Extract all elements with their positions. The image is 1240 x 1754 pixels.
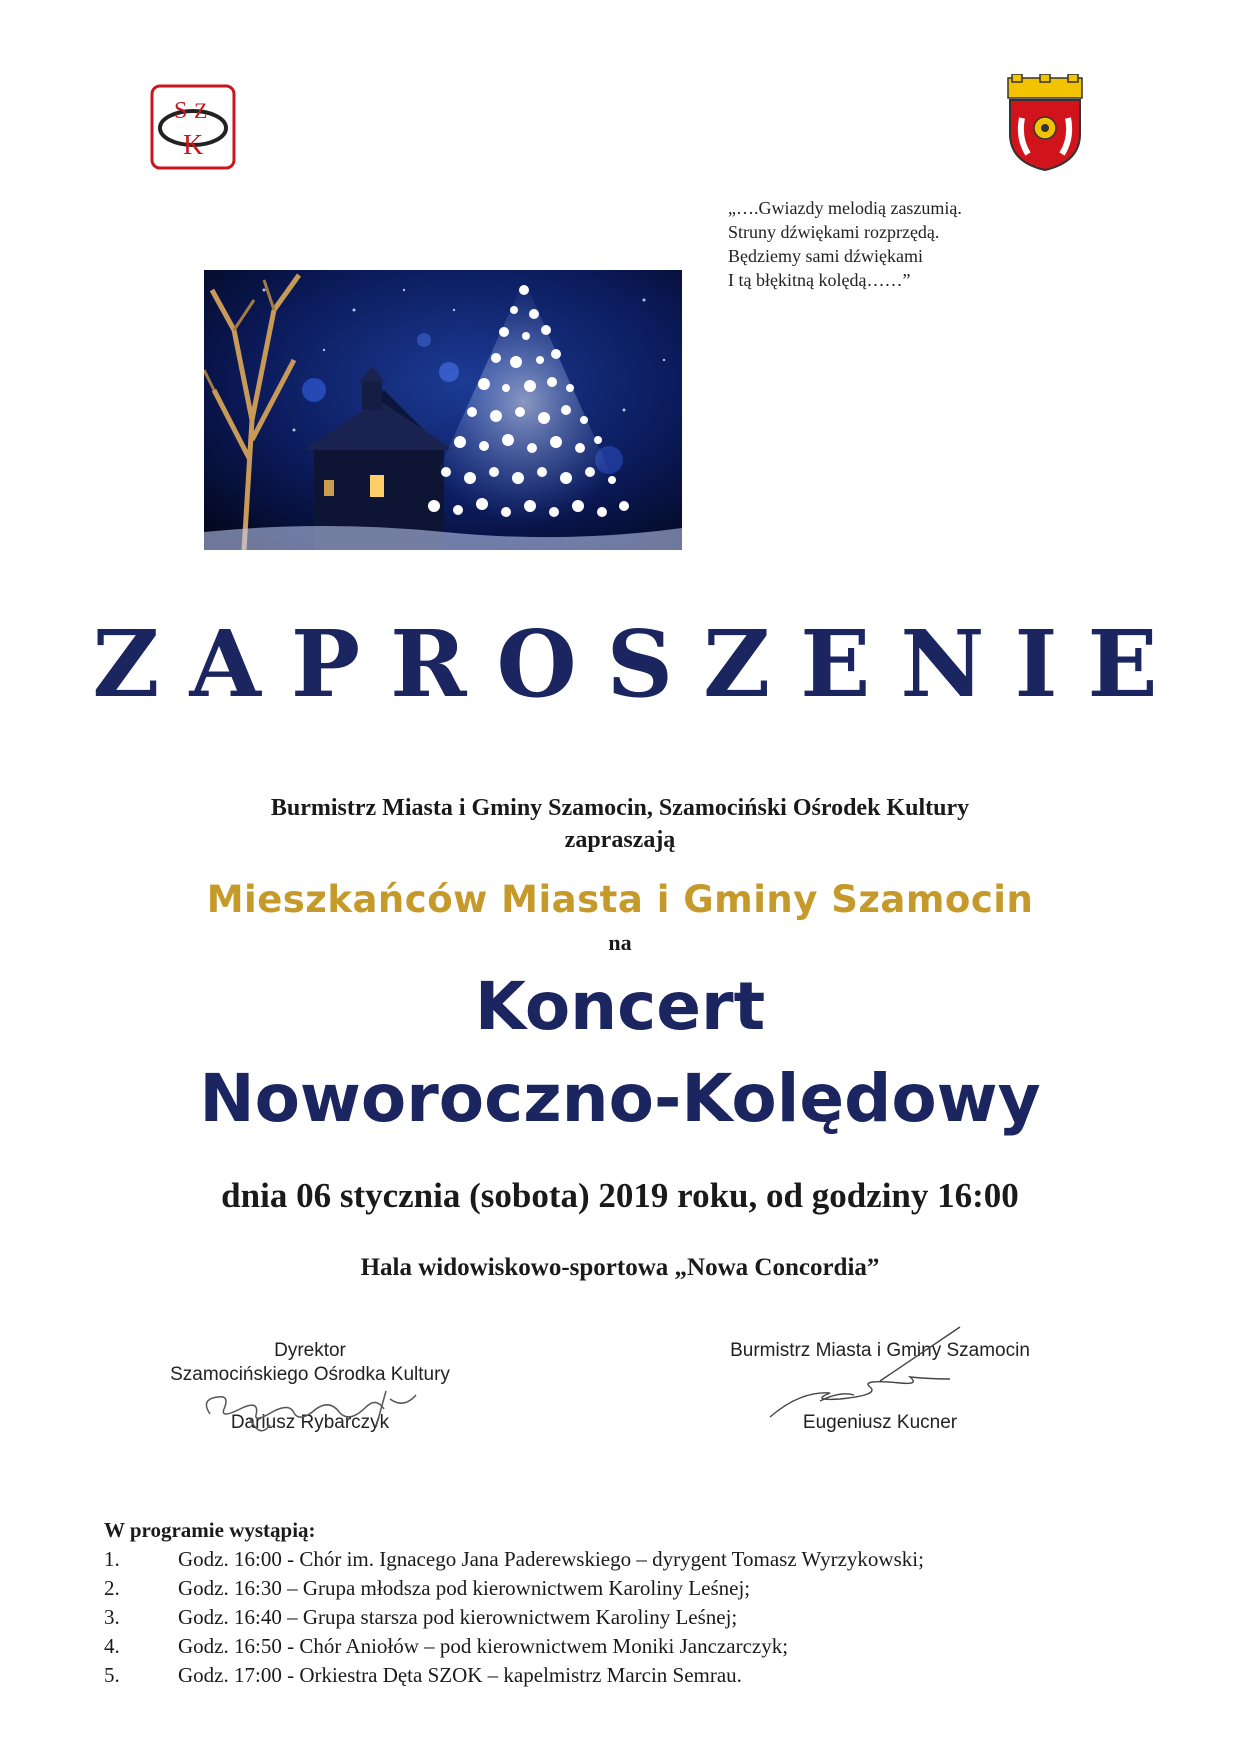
list-item-text: Godz. 16:40 – Grupa starsza pod kierownictwem Karoliny Leśnej; [178, 1605, 738, 1629]
organizers-invite: zapraszają [564, 827, 676, 853]
list-item-number: 3. [104, 1605, 120, 1629]
szok-logo [150, 84, 236, 170]
signature-name: Dariusz Rybarczyk [230, 1412, 390, 1433]
concert-title-line2: Noworoczno-Kolędowy [199, 1060, 1041, 1137]
list-item-number: 5. [104, 1663, 120, 1687]
list-item [104, 1632, 1164, 1661]
event-venue: Hala widowiskowo-sportowa „Nowa Concordia” [360, 1254, 880, 1281]
quote-line: I tą błękitną kolędą……” [728, 270, 911, 290]
coat-of-arms-icon [1006, 74, 1084, 172]
list-item-text: Godz. 17:00 - Orkiestra Dęta SZOK – kapelmistrz Marcin Semrau. [178, 1663, 742, 1687]
signature-title: Dyrektor [274, 1340, 346, 1361]
handwritten-signature-icon [760, 1321, 1020, 1431]
svg-text:S: S [174, 98, 188, 124]
invitation-headline: ZAPROSZENIE [92, 610, 1188, 718]
list-item-number: 4. [104, 1634, 120, 1658]
quote-line: Będziemy sami dźwiękami [728, 246, 923, 266]
list-item-text: Godz. 16:50 - Chór Aniołów – pod kierownictwem Moniki Janczarczyk; [178, 1634, 789, 1658]
handwritten-signature-icon [190, 1379, 430, 1439]
program-title: W programie wystąpią: [104, 1518, 316, 1542]
organizers-line: Burmistrz Miasta i Gminy Szamocin, Szamociński Ośrodek Kultury [270, 795, 970, 821]
svg-text:K: K [183, 130, 204, 161]
list-item-text: Godz. 16:00 - Chór im. Ignacego Jana Paderewskiego – dyrygent Tomasz Wyrzykowski; [178, 1547, 924, 1571]
organizers [0, 792, 1240, 856]
program-list [104, 1516, 1164, 1690]
list-item-number: 1. [104, 1547, 120, 1571]
list-item-number: 2. [104, 1576, 120, 1600]
quote-line: Struny dźwiękami rozprzędą. [728, 222, 940, 242]
connector-word: na [608, 930, 632, 955]
signature-title: Szamocińskiego Ośrodka Kultury [170, 1364, 450, 1385]
signature-name: Eugeniusz Kucner [802, 1412, 958, 1433]
list-item [104, 1603, 1164, 1632]
svg-text:Z: Z [194, 98, 208, 123]
event-date: dnia 06 stycznia (sobota) 2019 roku, od godziny 16:00 [221, 1176, 1019, 1215]
list-item-text: Godz. 16:30 – Grupa młodsza pod kierownictwem Karoliny Leśnej; [178, 1576, 751, 1600]
signature-director [130, 1339, 490, 1435]
list-item [104, 1661, 1164, 1690]
poem-quote [728, 196, 1068, 292]
audience-line: Mieszkańców Miasta i Gminy Szamocin [206, 878, 1034, 921]
list-item [104, 1574, 1164, 1603]
signature-title: Burmistrz Miasta i Gminy Szamocin [730, 1340, 1030, 1361]
signature-mayor [700, 1339, 1060, 1435]
concert-title-line1: Koncert [474, 968, 766, 1045]
list-item [104, 1545, 1164, 1574]
quote-line: „….Gwiazdy melodią zaszumią. [728, 198, 962, 218]
christmas-tree-image [204, 270, 682, 550]
